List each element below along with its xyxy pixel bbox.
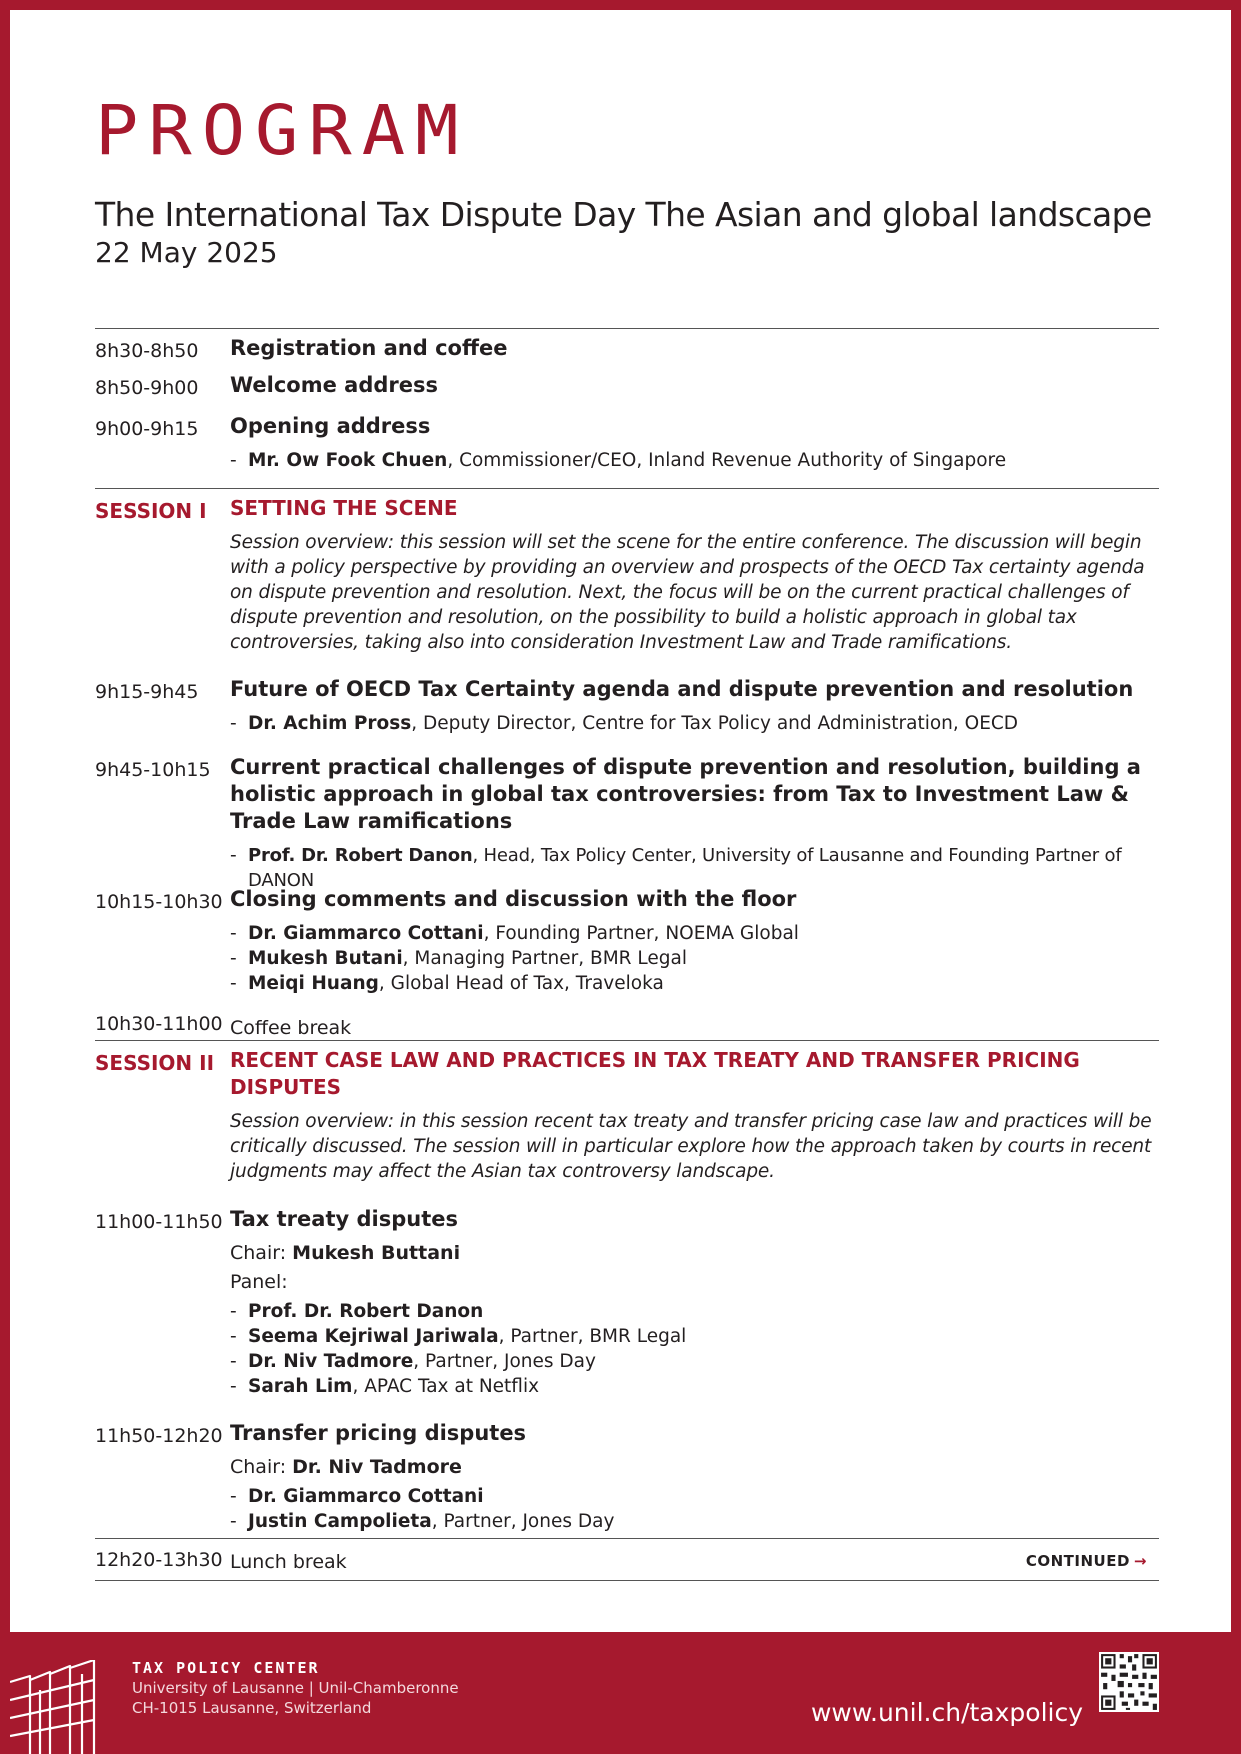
arrow-right-icon: → xyxy=(1133,1552,1147,1570)
item-title: Transfer pricing disputes xyxy=(230,1421,527,1445)
chair xyxy=(230,1454,1159,1480)
footer xyxy=(10,1632,1241,1754)
speaker-name: Prof. Dr. Robert Danon xyxy=(248,1301,484,1322)
website-link[interactable]: www.unil.ch/taxpolicy xyxy=(810,1698,1083,1727)
program-heading: PROGRAM xyxy=(95,90,469,171)
agenda-item-lunch xyxy=(95,1539,1159,1580)
divider xyxy=(95,1580,1159,1581)
item-title: Tax treaty disputes xyxy=(230,1207,458,1231)
speaker: - Prof. Dr. Robert Danon, Head, Tax Policy Center, University of Lausanne and Founding Partner of DANON xyxy=(230,845,1122,891)
item-time: 10h30-11h00 xyxy=(95,1013,223,1035)
agenda-item-registration xyxy=(95,329,1159,366)
event-title: The International Tax Dispute Day The Asian and global landscape xyxy=(95,195,1152,234)
qr-code-icon xyxy=(1099,1652,1159,1712)
building-logo-icon xyxy=(10,1660,102,1754)
speaker-list xyxy=(230,448,1159,473)
agenda-item-challenges xyxy=(95,748,1159,891)
agenda-item-oecd xyxy=(95,670,1159,748)
event-date: 22 May 2025 xyxy=(95,236,278,269)
speaker-role: , APAC Tax at Netflix xyxy=(352,1376,540,1397)
agenda-item-tax-treaty xyxy=(95,1200,1159,1414)
org-address-line: University of Lausanne | Unil-Chamberonne xyxy=(132,1679,459,1697)
item-title: Coffee break xyxy=(230,1017,352,1039)
speaker: - Justin Campolieta, Partner, Jones Day xyxy=(230,1511,615,1532)
item-time: 9h15-9h45 xyxy=(95,681,199,703)
speaker-role: , Managing Partner, BMR Legal xyxy=(402,948,687,969)
speaker: - Mr. Ow Fook Chuen, Commissioner/CEO, Inland Revenue Authority of Singapore xyxy=(230,450,1007,471)
item-time: 8h30-8h50 xyxy=(95,340,199,362)
speaker-role: , Partner, BMR Legal xyxy=(498,1326,687,1347)
item-title: Opening address xyxy=(230,414,431,438)
org-block xyxy=(132,1658,459,1718)
chair-name: Dr. Niv Tadmore xyxy=(292,1456,462,1478)
session-2-header xyxy=(95,1041,1159,1200)
agenda-item-welcome xyxy=(95,366,1159,407)
speaker-name: Meiqi Huang xyxy=(248,973,379,994)
speaker-name: Mukesh Butani xyxy=(248,948,403,969)
session-overview: Session overview: this session will set the scene for the entire conference. The discussion will begin with a policy perspective by providing an overview and prospects of the OECD Tax certainty agenda on dispute prevention and resolution. Next, the focus will be on the current practical challenges of dispute prevention and resolution, on the possibility to build a holistic approach in global tax controversies, taking also into consideration Investment Law and Trade ramifications. xyxy=(230,532,1145,653)
speaker-name: Prof. Dr. Robert Danon xyxy=(248,845,473,866)
speaker-name: Mr. Ow Fook Chuen xyxy=(248,450,448,471)
speaker-name: Seema Kejriwal Jariwala xyxy=(248,1326,499,1347)
speaker: - Sarah Lim, APAC Tax at Netflix xyxy=(230,1376,540,1397)
chair xyxy=(230,1240,1159,1266)
org-address-line: CH-1015 Lausanne, Switzerland xyxy=(132,1699,372,1717)
agenda-item-transfer-pricing xyxy=(95,1414,1159,1538)
session-title: SETTING THE SCENE xyxy=(230,496,458,520)
session-label: SESSION I xyxy=(95,499,207,523)
speaker: - Seema Kejriwal Jariwala, Partner, BMR Legal xyxy=(230,1326,687,1347)
session-title: RECENT CASE LAW AND PRACTICES IN TAX TREATY AND TRANSFER PRICING DISPUTES xyxy=(230,1048,1080,1099)
item-time: 12h20-13h30 xyxy=(95,1549,223,1571)
speaker: - Dr. Giammarco Cottani, Founding Partner, NOEMA Global xyxy=(230,923,799,944)
speaker-name: Dr. Achim Pross xyxy=(248,713,412,734)
speaker-role: , Deputy Director, Centre for Tax Policy and Administration, OECD xyxy=(411,713,1019,734)
agenda xyxy=(95,328,1159,1581)
continued-label: CONTINUED xyxy=(1025,1552,1130,1570)
speaker-list xyxy=(230,921,1159,996)
speaker-name: Sarah Lim xyxy=(248,1376,353,1397)
item-time: 9h45-10h15 xyxy=(95,759,211,781)
session-1-header xyxy=(95,489,1159,670)
speaker-role: , Founding Partner, NOEMA Global xyxy=(483,923,799,944)
speaker-name: Dr. Giammarco Cottani xyxy=(248,1486,484,1507)
item-time: 8h50-9h00 xyxy=(95,377,199,399)
chair-name: Mukesh Buttani xyxy=(292,1242,461,1264)
speaker-list xyxy=(230,1299,1159,1399)
item-time: 11h50-12h20 xyxy=(95,1425,223,1447)
item-title: Closing comments and discussion with the floor xyxy=(230,887,797,911)
chair-label: Chair: xyxy=(230,1456,293,1478)
item-time: 11h00-11h50 xyxy=(95,1211,223,1233)
speaker-list xyxy=(230,711,1159,736)
speaker-role: , Partner, Jones Day xyxy=(431,1511,615,1532)
speaker: - Meiqi Huang, Global Head of Tax, Traveloka xyxy=(230,973,664,994)
speaker-role: , Global Head of Tax, Traveloka xyxy=(378,973,664,994)
speaker-name: Dr. Giammarco Cottani xyxy=(248,923,484,944)
item-time: 10h15-10h30 xyxy=(95,891,223,913)
item-title: Current practical challenges of dispute prevention and resolution, building a holistic approach in global tax controversies: from Tax to Investment Law & Trade Law ramifications xyxy=(230,755,1141,833)
speaker: - Prof. Dr. Robert Danon xyxy=(230,1301,484,1322)
continued-link[interactable] xyxy=(1026,1552,1147,1570)
session-label: SESSION II xyxy=(95,1051,215,1075)
item-title: Registration and coffee xyxy=(230,336,508,360)
org-name: TAX POLICY CENTER xyxy=(132,1659,320,1677)
agenda-item-closing xyxy=(95,880,1159,1006)
session-overview: Session overview: in this session recent tax treaty and transfer pricing case law and practices will be critically discussed. The session will in particular explore how the approach taken by courts in recent judgments may affect the Asian tax controversy landscape. xyxy=(230,1111,1152,1182)
chair-label: Chair: xyxy=(230,1242,293,1264)
speaker-role: , Commissioner/CEO, Inland Revenue Authority of Singapore xyxy=(447,450,1007,471)
speaker-name: Justin Campolieta xyxy=(248,1511,432,1532)
agenda-item-opening xyxy=(95,407,1159,488)
panel-label: Panel: xyxy=(230,1271,288,1293)
speaker-role: , Partner, Jones Day xyxy=(413,1351,596,1372)
speaker-role: , Head, Tax Policy Center, University of Lausanne and Founding Partner of DANON xyxy=(248,845,1122,891)
speaker: - Dr. Niv Tadmore, Partner, Jones Day xyxy=(230,1351,596,1372)
speaker: - Mukesh Butani, Managing Partner, BMR Legal xyxy=(230,948,687,969)
item-title: Lunch break xyxy=(230,1551,347,1573)
speaker-list xyxy=(230,1484,1159,1534)
speaker-name: Dr. Niv Tadmore xyxy=(248,1351,414,1372)
item-title: Future of OECD Tax Certainty agenda and dispute prevention and resolution xyxy=(230,677,1134,701)
speaker: - Dr. Giammarco Cottani xyxy=(230,1486,484,1507)
item-title: Welcome address xyxy=(230,373,439,397)
item-time: 9h00-9h15 xyxy=(95,418,199,440)
agenda-item-coffee xyxy=(95,1006,1159,1040)
speaker: - Dr. Achim Pross, Deputy Director, Centre for Tax Policy and Administration, OECD xyxy=(230,713,1019,734)
